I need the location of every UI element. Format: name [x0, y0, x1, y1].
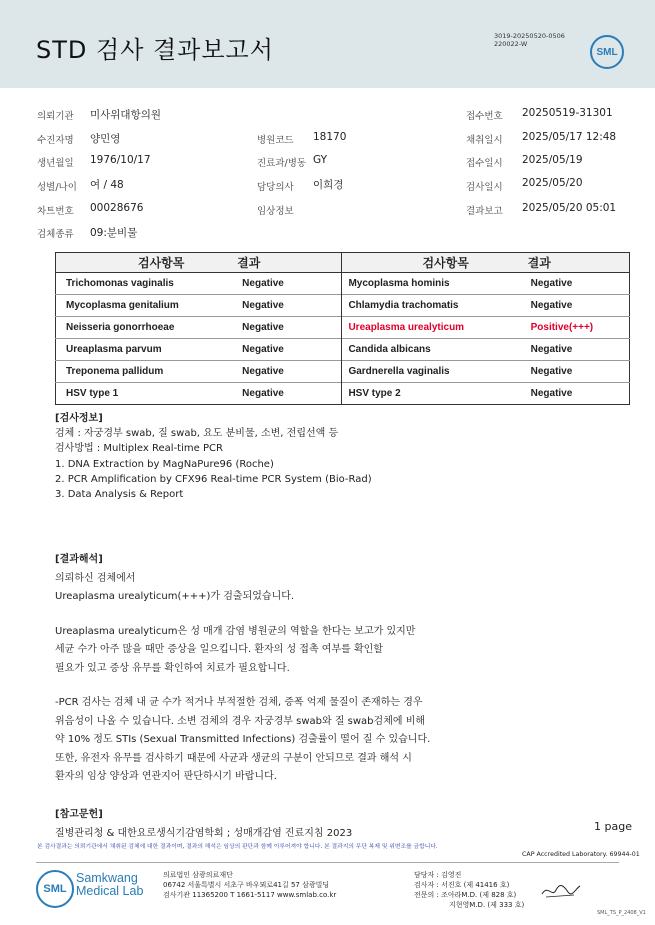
test-result: Negative — [237, 339, 342, 361]
institution-value: 미사위대항의원 — [90, 109, 162, 121]
interpretation-line: Ureaplasma urealyticum은 성 매개 감염 병원균의 역할을 한다는 보고가 있지만 — [55, 625, 416, 637]
hospital-code-label: 병원코드 — [257, 135, 294, 146]
test-item: Candida albicans — [342, 339, 528, 361]
sexage-label: 성별/나이 — [37, 182, 77, 193]
doctor-label: 담당의사 — [257, 182, 294, 193]
collected-value: 2025/05/17 12:48 — [522, 131, 617, 143]
interpretation-line: 위음성이 나올 수 있습니다. 소변 검체의 경우 자궁경부 swab와 질 swab검체에 비해 — [55, 715, 426, 727]
staff-line: 검사자 : 서진호 (제 41416 호) — [414, 881, 510, 889]
tested-label: 검사일시 — [466, 182, 503, 193]
table-row — [56, 317, 630, 339]
page-number: 1 page — [594, 820, 632, 833]
brand-line-2: Medical Lab — [76, 884, 144, 898]
report-header — [0, 0, 655, 88]
dept-value: GY — [313, 154, 328, 166]
cap-accreditation: CAP Accredited Laboratory. 69944-01 — [522, 851, 640, 858]
test-result: Negative — [528, 383, 630, 405]
brand-name — [76, 872, 143, 898]
dept-label: 진료과/병동 — [257, 158, 307, 169]
test-result: Negative — [528, 361, 630, 383]
interpretation-line: 환자의 임상 양상과 연관지어 판단하시기 바랍니다. — [55, 771, 277, 782]
references-section — [55, 806, 352, 843]
staff-line: 담당자 : 김영진 — [414, 871, 462, 879]
positive-test-result: Positive(+++) — [528, 317, 630, 339]
fine-print: 본 검사결과는 의뢰기관에서 채취된 검체에 대한 결과이며, 결과의 해석은 임상의 판단과 함께 이루어져야 합니다. 본 결과지의 무단 복제 및 위변조를 금합니다. — [37, 844, 438, 850]
received-label: 접수일시 — [466, 158, 503, 169]
test-info-section — [55, 411, 372, 502]
footer-divider — [36, 862, 619, 863]
patient-value: 양민영 — [90, 133, 121, 145]
table-row — [56, 273, 630, 295]
tested-value: 2025/05/20 — [522, 177, 583, 189]
specimen-label: 검체종류 — [37, 229, 74, 240]
clinical-label: 임상정보 — [257, 206, 294, 217]
received-value: 2025/05/19 — [522, 154, 583, 166]
sml-footer-logo: SML — [36, 870, 74, 908]
brand-line-1: Samkwang — [76, 871, 138, 885]
test-info-line: 검사방법 : Multiplex Real-time PCR — [55, 443, 223, 455]
specimen-value: 09:분비물 — [90, 227, 138, 239]
interpretation-line: 또한, 유전자 유무를 검사하기 때문에 사균과 생균의 구분이 안되므로 결과 해석 시 — [55, 752, 412, 764]
test-item: Ureaplasma parvum — [56, 339, 238, 361]
table-row — [56, 339, 630, 361]
address: 06742 서울특별시 서초구 바우뫼로41길 57 삼광빌딩 — [163, 881, 330, 889]
interpretation-heading: [결과해석] — [55, 554, 103, 565]
staff-line: 지현영M.D. (제 333 호) — [449, 901, 525, 909]
collected-label: 채취일시 — [466, 135, 503, 146]
table-row — [56, 383, 630, 405]
test-info-line: 2. PCR Amplification by CFX96 Real-time PCR System (Bio-Rad) — [55, 473, 372, 485]
col-item-header-2: 검사항목 — [342, 253, 528, 273]
report-label: 결과보고 — [466, 206, 503, 217]
test-info-heading: [검사정보] — [55, 413, 103, 424]
institution-label: 의뢰기관 — [37, 111, 74, 122]
interpretation-section — [55, 551, 430, 787]
signature-image — [540, 882, 582, 900]
test-result: Negative — [530, 278, 573, 289]
test-result: Negative — [237, 295, 342, 317]
sml-logo: SML — [590, 35, 624, 69]
test-result: Negative — [237, 317, 342, 339]
test-item: Mycoplasma hominis — [342, 273, 528, 295]
interpretation-line: 의뢰하신 검체에서 — [55, 572, 136, 584]
form-code: SML_TS_P_2408_V1 — [597, 910, 646, 916]
test-item: Neisseria gonorrhoeae — [56, 317, 238, 339]
test-result: Negative — [528, 295, 630, 317]
references-heading: [참고문헌] — [55, 809, 103, 820]
test-item: Treponema pallidum — [56, 361, 238, 383]
col-result-header: 결과 — [237, 253, 342, 273]
col-result-header-2: 결과 — [528, 253, 630, 273]
hospital-code-value: 18170 — [313, 131, 347, 143]
staff-list — [414, 870, 524, 910]
lab-address — [163, 870, 336, 900]
interpretation-line: 세균 수가 아주 많을 때만 증상을 일으킵니다. 환자의 성 접촉 여부를 확인할 — [55, 644, 383, 655]
document-codes — [494, 32, 565, 48]
results-header-row — [56, 253, 630, 273]
report-title: STD 검사 결과보고서 — [36, 36, 274, 64]
patient-label: 수진자명 — [37, 135, 74, 146]
positive-test-item: Ureaplasma urealyticum — [342, 317, 528, 339]
interpretation-line: -PCR 검사는 검체 내 균 수가 적거나 부적절한 검체, 증폭 억제 물질이 존재하는 경우 — [55, 697, 423, 708]
receipt-no-label: 접수번호 — [466, 111, 503, 122]
table-row — [56, 295, 630, 317]
test-item: Trichomonas vaginalis — [66, 278, 174, 289]
sexage-value: 여 / 48 — [90, 179, 124, 191]
interpretation-line: 필요가 있고 증상 유무를 확인하여 치료가 필요합니다. — [55, 662, 290, 674]
org-name: 의료법인 삼광의료재단 — [163, 871, 233, 879]
interpretation-line: 약 10% 정도 STIs (Sexual Transmitted Infections) 검출률이 떨어 질 수 있습니다. — [55, 734, 431, 745]
test-info-line: 1. DNA Extraction by MagNaPure96 (Roche) — [55, 458, 274, 470]
test-info-line: 3. Data Analysis & Report — [55, 489, 184, 501]
doctor-value: 이희경 — [313, 179, 344, 191]
dob-value: 1976/10/17 — [90, 154, 151, 166]
test-info-line: 검체 : 자궁경부 swab, 질 swab, 요도 분비물, 소변, 전립선액 등 — [55, 428, 339, 440]
test-item: Gardnerella vaginalis — [342, 361, 528, 383]
test-result: Negative — [528, 339, 630, 361]
col-item-header: 검사항목 — [56, 253, 238, 273]
chart-value: 00028676 — [90, 202, 144, 214]
test-result: Negative — [242, 278, 284, 289]
test-result: Negative — [237, 383, 342, 405]
chart-label: 차트번호 — [37, 206, 74, 217]
staff-line: 전문의 : 조아라M.D. (제 828 호) — [414, 891, 517, 899]
dob-label: 생년월일 — [37, 158, 74, 169]
test-item: HSV type 2 — [342, 383, 528, 405]
interpretation-line: Ureaplasma urealyticum(+++)가 검출되었습니다. — [55, 591, 295, 602]
doc-code-2: 220022-W — [494, 40, 528, 48]
receipt-no-value: 20250519-31301 — [522, 107, 613, 119]
test-result: Negative — [237, 361, 342, 383]
doc-code-1: 3019-20250520-0506 — [494, 32, 565, 40]
test-item: Chlamydia trachomatis — [342, 295, 528, 317]
test-item: HSV type 1 — [56, 383, 238, 405]
reference-line: 질병관리청 & 대한요로생식기감염학회 ; 성매개감염 진료지침 2023 — [55, 827, 353, 839]
results-table — [55, 252, 630, 405]
table-row — [56, 361, 630, 383]
report-value: 2025/05/20 05:01 — [522, 202, 617, 214]
contact: 검사기관 11365200 T 1661-5117 www.smlab.co.kr — [163, 891, 337, 899]
test-item: Mycoplasma genitalium — [56, 295, 238, 317]
